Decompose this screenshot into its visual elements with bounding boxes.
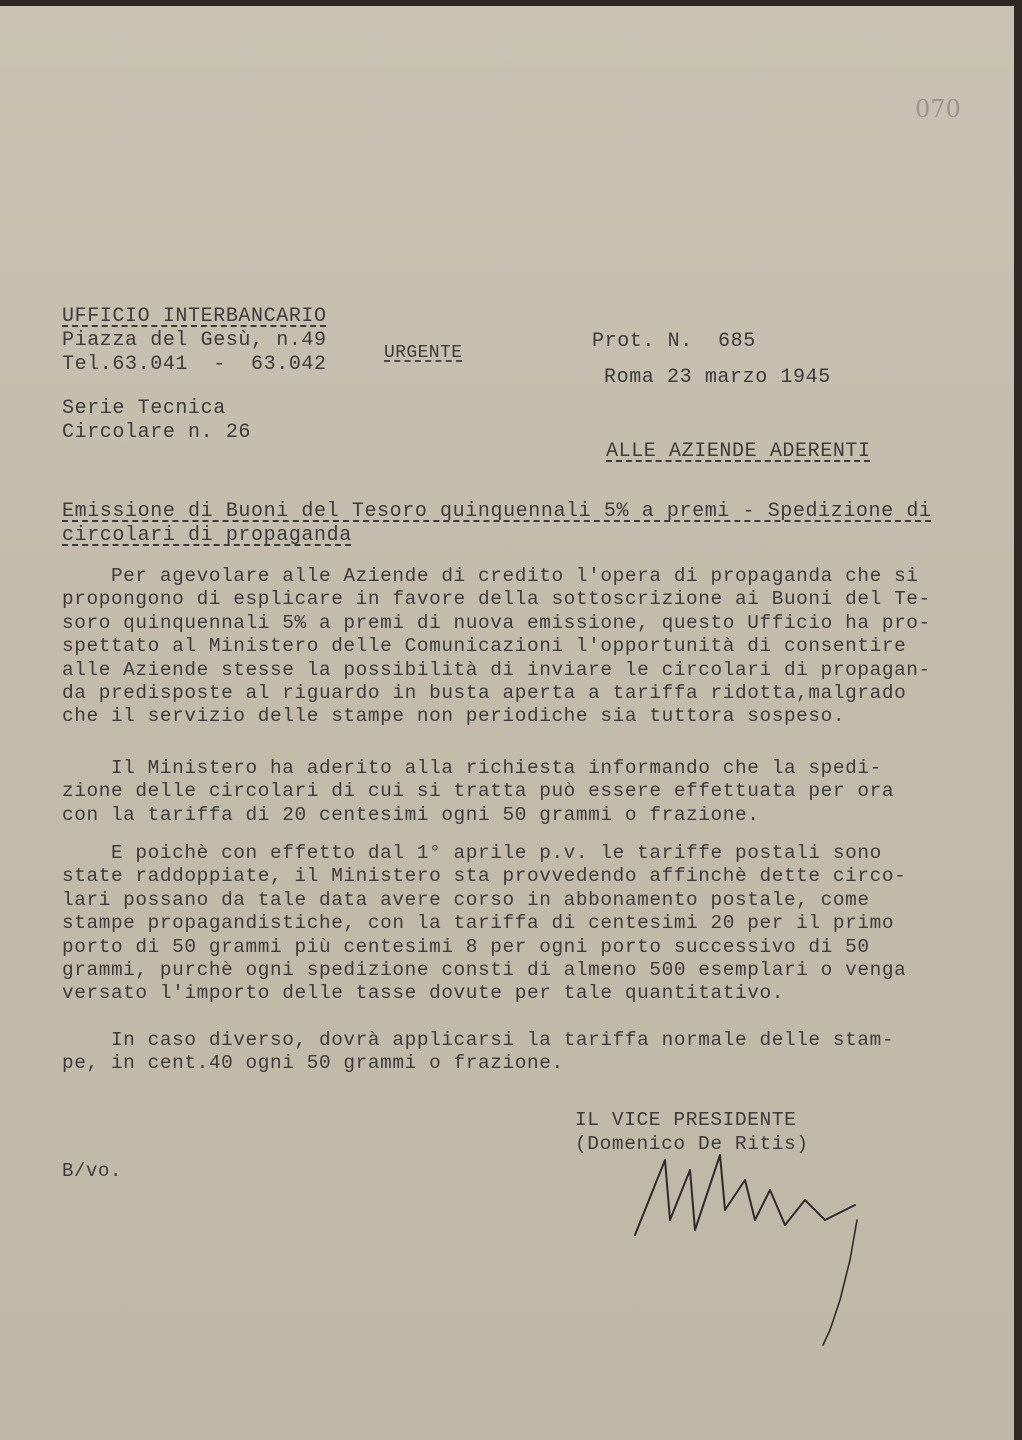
text-line: In caso diverso, dovrà applicarsi la tariffa normale delle stam- (62, 1029, 895, 1051)
subject (62, 500, 932, 548)
subject-line: Emissione di Buoni del Tesoro quinquennali 5% a premi - Spedizione di (62, 500, 932, 523)
text-line: con la tariffa di 20 centesimi ogni 50 grammi o frazione. (62, 803, 760, 826)
text-line: zione delle circolari di cui si tratta può essere effettuata per ora (62, 780, 895, 803)
text-line: che il servizio delle stampe non periodiche sia tuttora sospeso. (62, 705, 846, 728)
text-line: E poichè con effetto dal 1° aprile p.v. le tariffe postali sono (62, 842, 882, 864)
urgent-stamp: URGENTE (384, 343, 463, 363)
text-line: soro quinquennali 5% a premi di nuova emissione, questo Ufficio ha pro- (62, 611, 931, 634)
letterhead (62, 305, 327, 445)
circular-number: Circolare n. 26 (62, 421, 252, 444)
signatory-title: IL VICE PRESIDENTE (575, 1109, 797, 1131)
letter-date: Roma 23 marzo 1945 (604, 366, 831, 389)
text-line: stampe propagandistiche, con la tariffa di centesimi 20 per il primo (62, 912, 895, 935)
archive-number: 070 (915, 95, 961, 123)
recipient: ALLE AZIENDE ADERENTI (606, 440, 871, 463)
paragraph-3 (62, 842, 906, 1006)
text-line: state raddoppiate, il Ministero sta provvedendo affinchè dette circo- (62, 865, 907, 888)
subject-line: circolari di propaganda (62, 524, 352, 547)
text-line: spettato al Ministero delle Comunicazioni l'opportunità di consentire (62, 635, 907, 658)
series-label: Serie Tecnica (62, 397, 226, 420)
paragraph-4 (62, 1029, 894, 1076)
text-line: Per agevolare alle Aziende di credito l'opera di propaganda che si (62, 565, 919, 587)
paragraph-1 (62, 565, 931, 729)
office-phone: Tel.63.041 - 63.042 (62, 353, 327, 376)
reference-initials: B/vo. (62, 1160, 123, 1182)
text-line: lari possano da tale data avere corso in abbonamento postale, come (62, 888, 870, 911)
text-line: pe, in cent.40 ogni 50 grammi o frazione. (62, 1052, 564, 1075)
paragraph-2 (62, 757, 894, 827)
signature-block (575, 1108, 809, 1156)
signatory-name: (Domenico De Ritis) (575, 1133, 809, 1155)
office-name: UFFICIO INTERBANCARIO (62, 305, 327, 328)
protocol-number: Prot. N. 685 (592, 330, 756, 353)
text-line: porto di 50 grammi più centesimi 8 per ogni porto successivo di 50 (62, 935, 870, 958)
page-right-edge (1014, 0, 1022, 1440)
handwritten-signature (625, 1150, 885, 1355)
page-top-edge (0, 0, 1022, 6)
text-line: propongono di esplicare in favore della sottoscrizione ai Buoni del Te- (62, 588, 931, 611)
signature-scribble (625, 1150, 885, 1350)
text-line: alle Aziende stesse la possibilità di inviare le circolari di propagan- (62, 658, 931, 681)
text-line: versato l'importo delle tasse dovute per tale quantitativo. (62, 982, 784, 1005)
text-line: da predisposte al riguardo in busta aperta a tariffa ridotta,malgrado (62, 682, 907, 705)
text-line: grammi, purchè ogni spedizione consti di almeno 500 esemplari o venga (62, 959, 907, 982)
office-address: Piazza del Gesù, n.49 (62, 329, 327, 352)
text-line: Il Ministero ha aderito alla richiesta informando che la spedi- (62, 757, 882, 779)
